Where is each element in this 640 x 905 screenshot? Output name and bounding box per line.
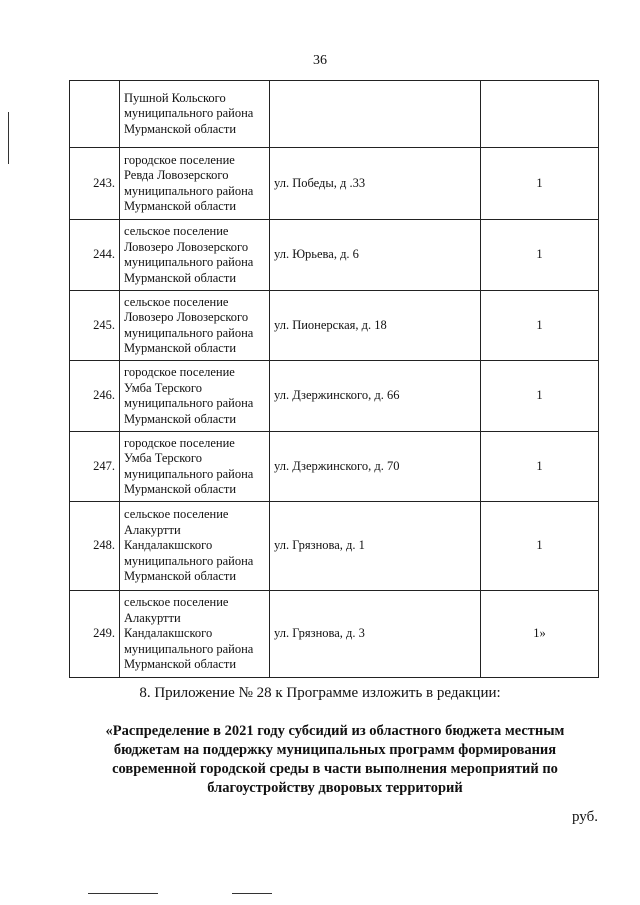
municipality-line: городское поселение [124,152,235,167]
municipality-cell [120,81,270,148]
row-number [70,81,120,148]
section-heading [80,722,590,798]
item-text: 8. Приложение № 28 к Программе изложить в редакции: [139,685,501,701]
table-row [70,432,599,502]
count-cell: 1 [481,220,599,291]
municipality-cell [120,432,270,502]
municipality-line: муниципального района [124,396,254,410]
municipality-line: Мурманской области [124,121,237,136]
address-cell: ул. Победы, д .33 [270,148,481,220]
table-row [70,591,599,678]
count-cell: 1 [481,502,599,591]
row-number: 247. [70,432,120,502]
count-cell: 1 [481,148,599,220]
municipality-cell [120,361,270,432]
municipality-line: Пушной Кольского [124,90,226,105]
municipality-line: муниципального района [124,106,254,121]
municipality-line: Умба Терского [124,451,202,465]
municipality-line: сельское поселение [124,507,229,522]
row-number: 248. [70,502,120,591]
count-cell: 1 [481,361,599,432]
municipality-line: сельское поселение [124,224,229,238]
municipality-line: Алакуртти [124,522,181,537]
address-cell: ул. Дзержинского, д. 70 [270,432,481,502]
municipality-line: городское поселение [124,435,235,450]
count-cell: 1» [481,591,599,678]
subsidy-table [69,80,599,678]
municipality-line: муниципального района [124,641,254,656]
address-cell [270,81,481,148]
municipality-line: Ловозеро Ловозерского [124,310,249,324]
heading-line: бюджетам на поддержку муниципальных программ формирования [113,742,557,758]
address-cell: ул. Грязнова, д. 1 [270,502,481,591]
table-row [70,220,599,291]
municipality-line: Умба Терского [124,380,202,395]
count-cell: 1 [481,291,599,361]
address-cell: ул. Юрьева, д. 6 [270,220,481,291]
address-cell: ул. Пионерская, д. 18 [270,291,481,361]
municipality-line: Кандалакшского [124,538,213,553]
municipality-cell [120,591,270,678]
heading-line: «Распределение в 2021 году субсидий из областного бюджета местным [105,723,565,739]
table-row [70,81,599,148]
municipality-line: городское поселение [124,365,235,379]
municipality-line: Мурманской области [124,411,237,426]
heading-line: современной городской среды в части выполнения мероприятий по [112,761,558,777]
scan-mark-bottom [232,893,272,894]
municipality-line: Мурманской области [124,657,237,672]
address-cell: ул. Дзержинского, д. 66 [270,361,481,432]
municipality-line: Алакуртти [124,610,181,625]
count-cell: 1 [481,432,599,502]
municipality-line: Мурманской области [124,569,237,584]
municipality-line: сельское поселение [124,294,229,309]
municipality-line: Кандалакшского [124,626,213,641]
scan-mark-bottom [88,893,158,894]
heading-line: благоустройству дворовых территорий [207,780,463,796]
address-cell: ул. Грязнова, д. 3 [270,591,481,678]
municipality-line: муниципального района [124,325,254,340]
row-number: 246. [70,361,120,432]
municipality-cell [120,148,270,220]
scan-mark-left [8,112,9,164]
count-cell [481,81,599,148]
table-row [70,361,599,432]
municipality-line: муниципального района [124,183,254,198]
page-number: 36 [313,53,327,68]
municipality-line: муниципального района [124,553,254,568]
municipality-line: Мурманской области [124,482,237,496]
municipality-line: муниципального района [124,255,254,269]
table-row [70,502,599,591]
row-number: 243. [70,148,120,220]
row-number: 249. [70,591,120,678]
table-row [70,291,599,361]
municipality-line: сельское поселение [124,595,229,610]
municipality-cell [120,502,270,591]
municipality-line: Ловозеро Ловозерского [124,239,249,254]
municipality-cell [120,291,270,361]
row-number: 244. [70,220,120,291]
municipality-line: Ревда Ловозерского [124,168,229,182]
municipality-cell [120,220,270,291]
municipality-line: Мурманской области [124,199,237,213]
municipality-line: Мурманской области [124,341,237,355]
table-body [70,81,599,678]
table-row [70,148,599,220]
municipality-line: Мурманской области [124,270,237,285]
unit-label: руб. [572,809,598,825]
row-number: 245. [70,291,120,361]
municipality-line: муниципального района [124,466,254,481]
